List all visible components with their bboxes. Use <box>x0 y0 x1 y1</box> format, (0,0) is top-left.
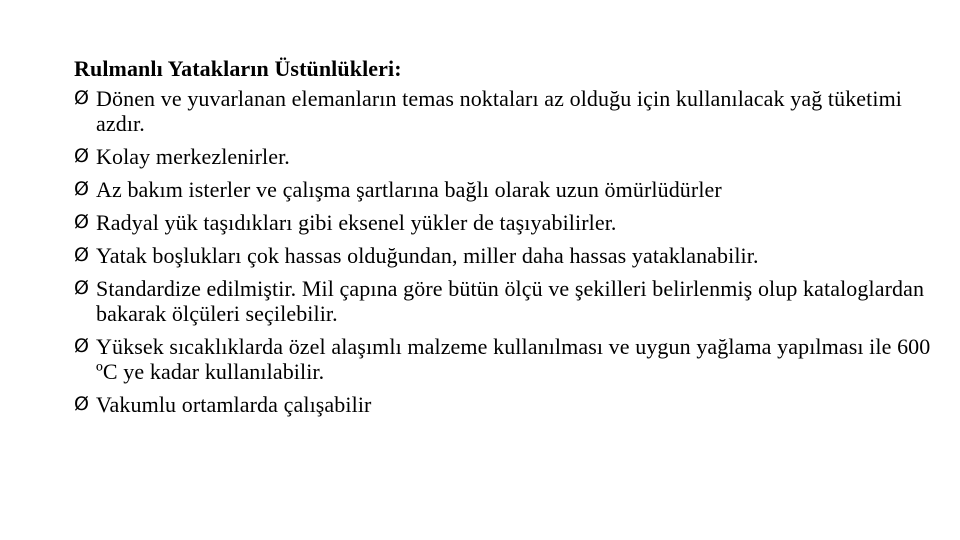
slide-title: Rulmanlı Yatakların Üstünlükleri: <box>74 56 402 81</box>
bullet-item <box>74 210 934 235</box>
bullet-text: Vakumlu ortamlarda çalışabilir <box>96 392 372 417</box>
arrow-bullet-icon: Ø <box>74 87 90 109</box>
bullet-text: Yüksek sıcaklıklarda özel alaşımlı malzeme kullanılması ve uygun yağlama yapılması ile 600 ºC ye kadar kullanılabilir. <box>96 334 931 384</box>
bullet-text: Kolay merkezlenirler. <box>96 144 290 169</box>
arrow-bullet-icon: Ø <box>74 211 90 233</box>
bullet-text: Radyal yük taşıdıkları gibi eksenel yükler de taşıyabilirler. <box>96 210 617 235</box>
bullet-text: Standardize edilmiştir. Mil çapına göre bütün ölçü ve şekilleri belirlenmiş olup kataloglardan bakarak ölçüleri seçilebilir. <box>96 276 925 326</box>
bullet-item <box>74 86 934 136</box>
bullet-item <box>74 144 934 169</box>
arrow-bullet-icon: Ø <box>74 393 90 415</box>
arrow-bullet-icon: Ø <box>74 277 90 299</box>
bullet-item <box>74 243 934 268</box>
bullet-item <box>74 392 934 417</box>
bullet-item <box>74 334 934 384</box>
bullet-list <box>74 86 934 417</box>
bullet-item <box>74 276 934 326</box>
bullet-item <box>74 177 934 202</box>
bullet-text: Az bakım isterler ve çalışma şartlarına bağlı olarak uzun ömürlüdürler <box>96 177 722 202</box>
arrow-bullet-icon: Ø <box>74 335 90 357</box>
arrow-bullet-icon: Ø <box>74 178 90 200</box>
bullet-text: Yatak boşlukları çok hassas olduğundan, miller daha hassas yataklanabilir. <box>96 243 759 268</box>
arrow-bullet-icon: Ø <box>74 145 90 167</box>
slide-content <box>74 52 934 425</box>
bullet-text: Dönen ve yuvarlanan elemanların temas noktaları az olduğu için kullanılacak yağ tüketimi azdır. <box>96 86 903 136</box>
arrow-bullet-icon: Ø <box>74 244 90 266</box>
